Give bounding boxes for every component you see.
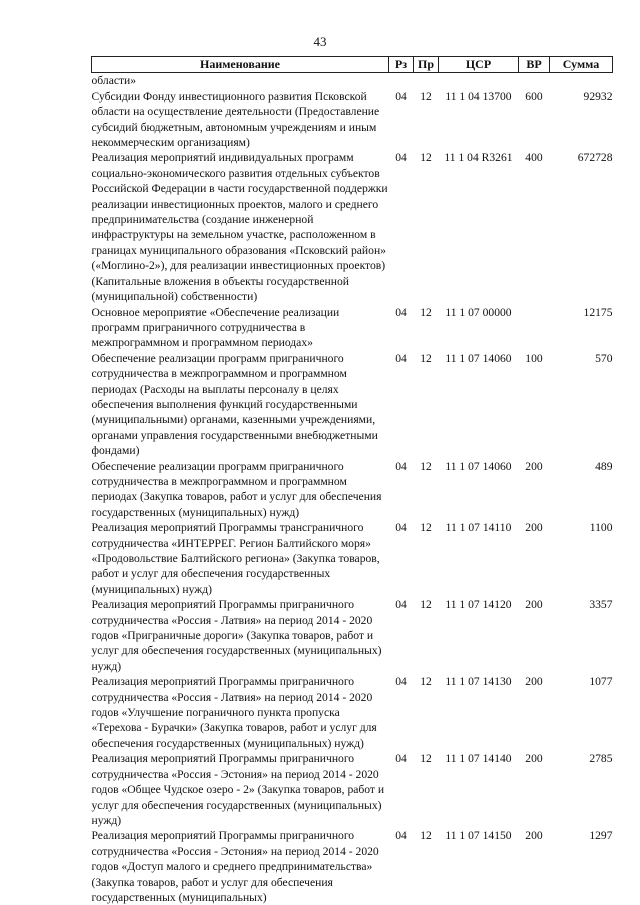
row-vr: 200 [525, 521, 543, 535]
table-row [92, 459, 613, 521]
table-row [92, 597, 613, 674]
table-row [92, 89, 613, 151]
row-sum: 489 [595, 459, 613, 473]
row-pr: 12 [420, 521, 432, 535]
row-rz: 04 [395, 521, 407, 535]
row-pr: 12 [420, 675, 432, 689]
row-name: Реализация мероприятий Программы приграничного сотрудничества «Россия - Эстония» на период 2014 - 2020 годов «Общее Чудское озеро - 2» (Закупка товаров, работ и услуг для обеспечения государственных (муниципальных) нужд) [91, 752, 385, 827]
table-row [92, 305, 613, 351]
row-sum: 672728 [577, 151, 613, 165]
row-pr [414, 73, 439, 89]
table-header-row [92, 57, 613, 73]
table-row [92, 150, 613, 304]
row-name: области» [91, 74, 137, 88]
row-pr: 12 [420, 829, 432, 843]
header-name: Наименование [92, 57, 389, 73]
row-rz: 04 [395, 675, 407, 689]
row-rz [389, 73, 414, 89]
row-csr: 11 1 07 14120 [445, 598, 512, 612]
row-name: Реализация мероприятий Программы трансграничного сотрудничества «ИНТЕРРЕГ. Регион Балтийского моря» «Продовольствие Балтийского региона» (Закупка товаров, работ и услуг для обеспечения государственных (муниципальных) нужд) [91, 521, 380, 596]
row-csr: 11 1 07 14150 [445, 829, 512, 843]
row-rz: 04 [395, 305, 407, 319]
row-name: Реализация мероприятий Программы приграничного сотрудничества «Россия - Латвия» на период 2014 - 2020 годов «Приграничные дороги» (Закупка товаров, работ и услуг для обеспечения государственных (муниципальных) нужд) [91, 598, 382, 673]
row-vr: 200 [525, 459, 543, 473]
row-sum: 12175 [583, 305, 613, 319]
row-rz: 04 [395, 829, 407, 843]
row-csr: 11 1 07 14110 [445, 521, 512, 535]
row-vr [519, 73, 550, 89]
row-csr: 11 1 07 00000 [445, 305, 512, 319]
row-sum: 1100 [589, 521, 613, 535]
table-row [92, 351, 613, 459]
table-row [92, 520, 613, 597]
row-name: Реализация мероприятий Программы приграничного сотрудничества «Россия - Эстония» на период 2014 - 2020 годов «Доступ малого и среднего предпринимательства» (Закупка товаров, работ и услуг для обеспечения государственных (муниципальных) [91, 829, 379, 904]
header-sum: Сумма [550, 57, 613, 73]
row-sum: 570 [595, 351, 613, 365]
row-sum: 1297 [589, 829, 613, 843]
page-number: 43 [313, 34, 327, 49]
row-name: Обеспечение реализации программ приграничного сотрудничества в межпрограммном и программном периодах (Закупка товаров, работ и услуг для обеспечения государственных (муниципальных) нужд) [91, 459, 382, 519]
row-csr: 11 1 07 14060 [445, 459, 512, 473]
row-pr: 12 [420, 305, 432, 319]
row-csr: 11 1 04 13700 [445, 89, 512, 103]
row-vr [519, 305, 550, 351]
row-vr: 200 [525, 752, 543, 766]
row-vr: 400 [525, 151, 543, 165]
budget-table [91, 56, 613, 905]
row-rz: 04 [395, 89, 407, 103]
row-sum: 1077 [589, 675, 613, 689]
row-csr: 11 1 07 14060 [445, 351, 512, 365]
row-pr: 12 [420, 351, 432, 365]
row-name: Реализация мероприятий Программы приграничного сотрудничества «Россия - Латвия» на период 2014 - 2020 годов «Улучшение пограничного пункта пропуска «Терехова - Бурачки» (Закупка товаров, работ и услуг для обеспечения государственных (муниципальных) нужд) [91, 675, 377, 750]
row-pr: 12 [420, 89, 432, 103]
header-rz: Рз [389, 57, 414, 73]
row-sum [550, 73, 613, 89]
row-csr: 11 1 07 14130 [445, 675, 512, 689]
row-vr: 100 [525, 351, 543, 365]
row-csr: 11 1 04 R3261 [444, 151, 513, 165]
row-rz: 04 [395, 351, 407, 365]
row-csr [439, 73, 519, 89]
row-rz: 04 [395, 459, 407, 473]
row-sum: 3357 [589, 598, 613, 612]
table-row [92, 751, 613, 828]
row-sum: 92932 [583, 89, 613, 103]
row-vr: 200 [525, 675, 543, 689]
header-csr: ЦСР [439, 57, 519, 73]
header-vr: ВР [519, 57, 550, 73]
table-row [92, 73, 613, 89]
row-pr: 12 [420, 459, 432, 473]
row-name: Реализация мероприятий индивидуальных программ социально-экономического развития отдельных субъектов Российской Федерации в части государственной поддержки реализации инвестиционных проектов, малого и среднего предпринимательства (создание инженерной инфраструктуры на земельном участке, расположенном в границах муниципального образования «Псковский район» («Моглино-2»), для реализации инвестиционных проектов) (Капитальные вложения в объекты государственной (муниципальной) собственности) [91, 151, 388, 304]
row-vr: 600 [525, 89, 543, 103]
row-sum: 2785 [589, 752, 613, 766]
row-csr: 11 1 07 14140 [445, 752, 512, 766]
row-pr: 12 [420, 598, 432, 612]
row-vr: 200 [525, 829, 543, 843]
row-pr: 12 [420, 752, 432, 766]
row-rz: 04 [395, 151, 407, 165]
row-name: Основное мероприятие «Обеспечение реализации программ приграничного сотрудничества в межпрограммном и программном периодах» [91, 305, 340, 350]
row-vr: 200 [525, 598, 543, 612]
row-pr: 12 [420, 151, 432, 165]
row-name: Обеспечение реализации программ приграничного сотрудничества в межпрограммном и программном периодах (Расходы на выплаты персоналу в целях обеспечения выполнения функций государственными (муниципальными) органами, казенными учреждениями, органами управления государственными внебюджетными фондами) [91, 351, 378, 458]
row-name: Субсидии Фонду инвестиционного развития Псковской области на осуществление деятельности (Предоставление субсидий бюджетным, автономным учреждениям и иным некоммерческим организациям) [91, 89, 380, 150]
header-pr: Пр [414, 57, 439, 73]
table-row [92, 674, 613, 751]
row-rz: 04 [395, 752, 407, 766]
row-rz: 04 [395, 598, 407, 612]
table-row [92, 828, 613, 905]
